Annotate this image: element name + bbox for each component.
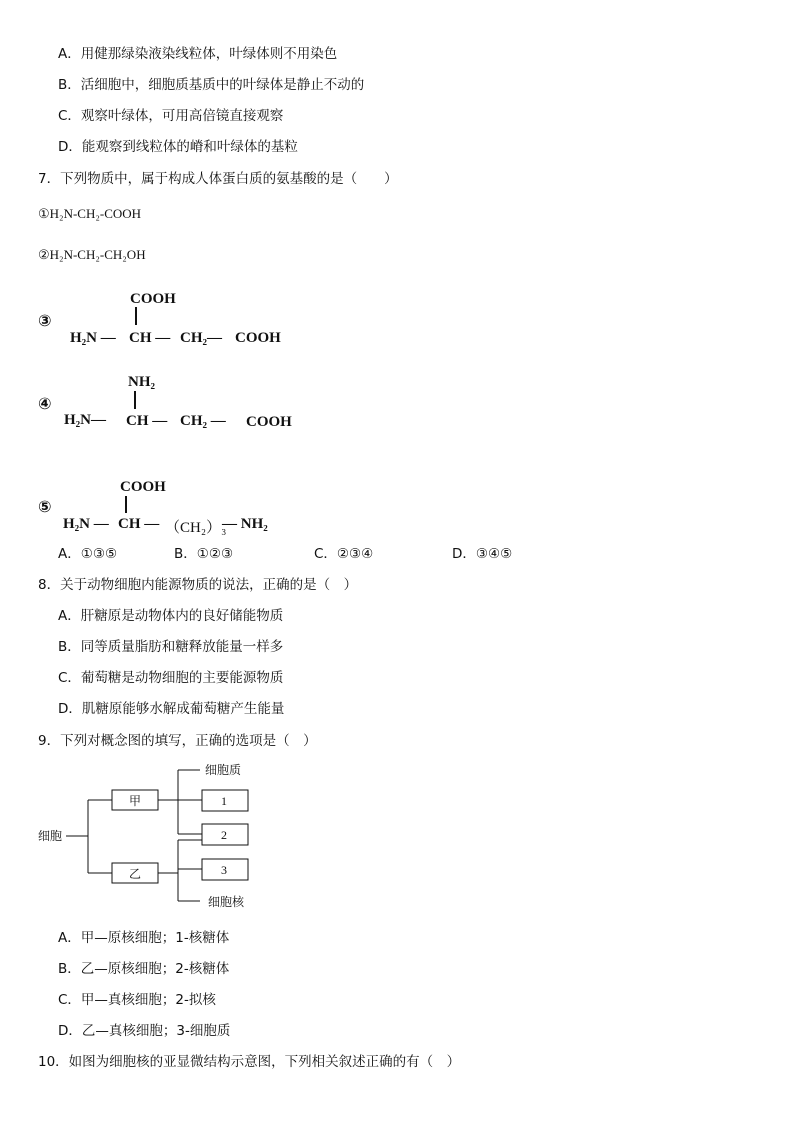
q7-item-2 (38, 247, 146, 263)
diagram-top-label: 细胞质 (205, 763, 242, 777)
q7-item-1-formula: H₂N-CH₂-COOH (49, 206, 142, 221)
diagram-root-label: 细胞 (38, 829, 63, 843)
q7-item-5-top: COOH (120, 479, 166, 495)
q8-option-b: B．同等质量脂肪和糖释放能量一样多 (58, 639, 284, 655)
q9-stem: 9．下列对概念图的填写，正确的选项是（ ） (38, 733, 317, 749)
q6-option-a: A．用健那绿染液染线粒体，叶绿体则不用染色 (58, 46, 338, 62)
q8-option-a: A．肝糖原是动物体内的良好储能物质 (58, 608, 284, 624)
q7-option-c: C．②③④ (314, 546, 374, 562)
q7-item-4-bond (134, 391, 136, 409)
diagram-box-2: 2 (221, 828, 227, 842)
q8-option-d: D．肌糖原能够水解成葡萄糖产生能量 (58, 701, 285, 717)
q9-option-d: D．乙—真核细胞；3-细胞质 (58, 1023, 231, 1039)
q7-item-5 (0, 477, 400, 539)
q7-item-4-right: COOH (246, 414, 292, 430)
diagram-box-3: 3 (221, 863, 227, 877)
q7-item-1-mark: ① (38, 206, 50, 221)
q7-item-3-top: COOH (130, 291, 176, 307)
q7-item-5-right: — NH₂ (222, 516, 268, 532)
q7-item-3-center: CH — (129, 330, 171, 346)
q7-option-b: B．①②③ (174, 546, 234, 562)
q7-item-3-bond (135, 307, 137, 325)
q6-option-d: D．能观察到线粒体的嵴和叶绿体的基粒 (58, 139, 298, 155)
q7-item-2-mark: ② (38, 247, 50, 262)
q7-option-a: A．①③⑤ (58, 546, 118, 562)
q10-stem: 10．如图为细胞核的亚显微结构示意图，下列相关叙述正确的有（ ） (38, 1054, 461, 1070)
q7-item-2-formula: H₂N-CH₂-CH₂OH (49, 247, 146, 262)
q7-item-4-center: CH — (126, 413, 168, 429)
q6-option-c: C．观察叶绿体，可用高倍镜直接观察 (58, 108, 284, 124)
diagram-box-1: 1 (221, 794, 227, 808)
diagram-bottom-label: 细胞核 (208, 895, 245, 909)
q7-item-5-mark: ⑤ (38, 497, 52, 516)
q7-item-4-top: NH₂ (128, 374, 155, 390)
q7-item-5-bond (125, 496, 127, 513)
q7-item-3-chain: CH₂— (180, 330, 222, 346)
diagram-yi-label: 乙 (129, 867, 142, 881)
q7-stem: 7．下列物质中，属于构成人体蛋白质的氨基酸的是（ ） (38, 171, 398, 187)
q7-item-4-mark: ④ (38, 394, 52, 413)
q7-item-1 (38, 206, 141, 222)
q6-option-b: B．活细胞中，细胞质基质中的叶绿体是静止不动的 (58, 77, 365, 93)
concept-diagram (0, 755, 300, 915)
q9-option-c: C．甲—真核细胞；2-拟核 (58, 992, 216, 1008)
q7-item-5-chain: （CH₂）₃ (165, 520, 227, 536)
q7-item-3-right: COOH (235, 330, 281, 346)
q7-item-4-left: H₂N— (64, 412, 106, 428)
q7-item-5-center: CH — (118, 516, 160, 532)
q8-stem: 8．关于动物细胞内能源物质的说法，正确的是（ ） (38, 577, 358, 593)
q7-item-3-left: H₂N — (70, 330, 116, 346)
q7-item-4 (0, 370, 400, 440)
q9-option-b: B．乙—原核细胞；2-核糖体 (58, 961, 230, 977)
q7-item-4-chain: CH₂ — (180, 413, 226, 429)
q7-option-d: D．③④⑤ (452, 546, 513, 562)
q9-option-a: A．甲—原核细胞；1-核糖体 (58, 930, 230, 946)
diagram-jia-label: 甲 (129, 794, 142, 808)
q7-item-3 (0, 285, 400, 355)
q7-item-3-mark: ③ (38, 311, 52, 330)
q8-option-c: C．葡萄糖是动物细胞的主要能源物质 (58, 670, 284, 686)
q7-item-5-left: H₂N — (63, 516, 109, 532)
